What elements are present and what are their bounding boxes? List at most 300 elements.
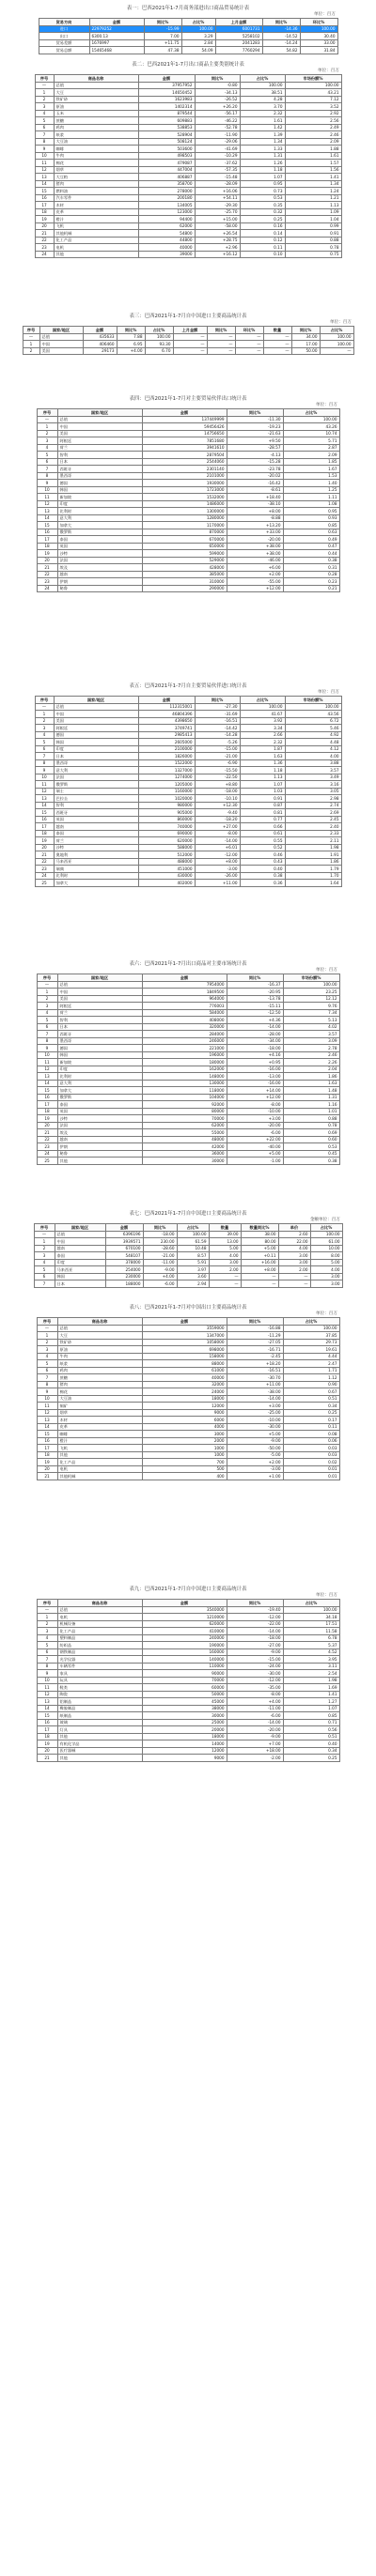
table-cell: 11.58 <box>283 1628 339 1635</box>
table-row <box>35 753 341 760</box>
table-cell: 358700 <box>138 180 195 188</box>
table-cell: 10 <box>37 1395 57 1403</box>
table-cell: 智利 <box>54 802 138 809</box>
table-cell: 7 <box>37 1031 57 1038</box>
table-cell: 70000 <box>142 1115 227 1123</box>
table-cell: 12 <box>35 166 54 174</box>
table-cell: 11 <box>37 494 57 501</box>
table-cell: -15.11 <box>227 1003 283 1010</box>
table-row <box>37 1614 339 1621</box>
table-cell: 1160000 <box>138 788 195 795</box>
table-cell: 西班牙 <box>54 809 138 817</box>
table-cell: +12.00 <box>227 585 283 592</box>
table-cell: 6 <box>37 1367 57 1374</box>
table-row <box>37 1403 339 1410</box>
table-cell: 2 <box>37 1339 57 1346</box>
table-cell: 488000 <box>138 858 195 866</box>
table-cell: 橙汁 <box>54 216 138 223</box>
table-cell: 100.00 <box>283 981 339 989</box>
table-cell: 15 <box>35 809 54 817</box>
column-header: 同比% <box>291 327 320 334</box>
table-row <box>37 1698 339 1706</box>
table-cell: 18000 <box>142 1733 227 1740</box>
table-cell: 4 <box>37 1009 57 1017</box>
table-cell: 1.98 <box>285 844 341 851</box>
table-cell: 4.52 <box>283 1648 339 1656</box>
unit-label: 单位：百万 <box>316 403 337 407</box>
table-cell: 车辆零件 <box>57 1663 142 1670</box>
table-cell: 12 <box>37 1066 57 1073</box>
table-cell: 蔗糖 <box>54 117 138 125</box>
unit-label: 单位：百万 <box>318 690 339 695</box>
table-cell: 1.21 <box>285 194 341 202</box>
table-row <box>35 208 341 216</box>
column-header: 数量同比% <box>241 1224 278 1232</box>
table-cell: 7.88 <box>117 333 145 341</box>
table-row <box>35 731 341 739</box>
table-cell: 30000 <box>142 1158 227 1165</box>
table-cell: 0.60 <box>283 1136 339 1143</box>
table-row <box>23 333 353 341</box>
table-cell: 0.56 <box>283 1726 339 1734</box>
table-cell: 4.00 <box>310 1266 342 1274</box>
column-header: 金额 <box>89 19 144 26</box>
table-cell: 4.44 <box>283 1353 339 1360</box>
table-cell: 100.00 <box>177 1231 209 1238</box>
table-row <box>37 1059 339 1066</box>
table-cell: +2.00 <box>227 571 283 578</box>
table-cell: 2.56 <box>285 117 341 125</box>
table-cell: 光学仪器 <box>57 1656 142 1664</box>
table-row <box>37 1747 339 1755</box>
table-cell: 12 <box>37 1409 57 1417</box>
table-cell: 447004 <box>138 166 195 174</box>
table-cell: -46.22 <box>195 117 240 125</box>
table-cell: +9.50 <box>227 437 283 445</box>
table-cell: 3.97 <box>177 1266 209 1274</box>
table-cell: 1930000 <box>142 480 227 487</box>
table-cell: 新加坡 <box>57 1059 142 1066</box>
table-row <box>37 1606 339 1614</box>
table-cell: 100.00 <box>310 1231 342 1238</box>
table-cell: 20 <box>37 1465 57 1473</box>
table-cell: 0.16 <box>240 222 285 230</box>
table-row <box>37 1733 339 1740</box>
table-cell: -6.00 <box>143 1280 177 1288</box>
table-row <box>37 1409 339 1417</box>
table-cell: -25.00 <box>227 1409 283 1417</box>
table-cell: 秘鲁 <box>57 1150 142 1158</box>
table-cell: +6.01 <box>195 844 240 851</box>
table-cell: -19.40 <box>227 1606 283 1614</box>
table-cell: 1 <box>37 1332 57 1340</box>
table-cell: -2.45 <box>227 1353 283 1360</box>
table-cell: 美国 <box>57 995 142 1003</box>
table-cell: 意大利 <box>54 767 138 774</box>
table-cell: -3.00 <box>227 1465 283 1473</box>
table-cell: 12 <box>37 500 57 508</box>
table-cell: — <box>37 416 57 423</box>
table-cell: 100.00 <box>283 416 339 423</box>
table-cell: 3.92 <box>240 717 285 725</box>
table-cell: 30.40 <box>300 33 337 40</box>
table-cell: 5.91 <box>177 1259 209 1266</box>
table-cell: — <box>207 333 235 341</box>
table-cell: 33.00 <box>300 39 337 47</box>
table-row <box>37 437 339 445</box>
table-cell: 19 <box>35 837 54 845</box>
table-row <box>37 1648 339 1656</box>
table-cell: 39.00 <box>209 1231 241 1238</box>
table-cell: 纺织品 <box>57 1642 142 1649</box>
table-cell: -34.13 <box>195 89 240 97</box>
table-cell: 原油 <box>54 103 138 111</box>
table-cell: 18 <box>35 830 54 837</box>
table-cell: +12.30 <box>195 802 240 809</box>
table-cell: 棉花 <box>57 1388 142 1396</box>
table-cell: 中国 <box>57 423 142 431</box>
table-cell: 905000 <box>138 809 195 817</box>
table-cell: -14.00 <box>227 1628 283 1635</box>
table-cell: -25.70 <box>195 208 240 216</box>
table-cell: 4 <box>37 444 57 452</box>
table-cell: 700 <box>142 1459 227 1466</box>
table-cell: 1274000 <box>138 774 195 781</box>
table-row <box>35 124 341 131</box>
column-header: 单价 <box>278 1224 310 1232</box>
table-cell: 2.00 <box>209 1266 241 1274</box>
table-cell: 1300000 <box>142 508 227 515</box>
table-cell: — <box>209 1280 241 1288</box>
table-cell: +18.40 <box>227 494 283 501</box>
table-row <box>35 851 341 859</box>
table-cell: 0.52 <box>240 844 285 851</box>
table-cell: 11 <box>35 160 54 167</box>
table-row <box>39 25 337 33</box>
table-cell: 1.69 <box>283 1684 339 1692</box>
table-cell: 100.00 <box>300 25 337 33</box>
table-cell: 韩国 <box>54 739 138 746</box>
table-cell: 意大利 <box>57 1080 142 1087</box>
table-cell: 中国 <box>54 711 138 718</box>
table-cell: +8.00 <box>227 508 283 515</box>
table-cell: -13.00 <box>227 1073 283 1081</box>
table-cell: 1327000 <box>138 767 195 774</box>
table-row <box>37 585 339 592</box>
table-cell: 烟草 <box>54 166 138 174</box>
table-cell: 加拿大 <box>57 522 142 529</box>
table-cell: 20 <box>35 222 54 230</box>
table-cell: -50.00 <box>227 1445 283 1452</box>
table-cell: 3 <box>37 1346 57 1354</box>
table-cell: 20 <box>35 844 54 851</box>
table-cell: 14 <box>37 1080 57 1087</box>
table-row <box>37 1017 339 1024</box>
table-row <box>35 830 341 837</box>
table-cell: 31.84 <box>300 47 337 54</box>
table-cell: 162000 <box>142 1066 227 1073</box>
table-cell: 428000 <box>142 564 227 572</box>
table-cell: 190000 <box>142 1642 227 1649</box>
table-cell: 0.63 <box>283 529 339 536</box>
table-cell: 沙特 <box>57 1115 142 1123</box>
table-cell: 1020000 <box>138 795 195 803</box>
table-cell: -20.00 <box>227 1122 283 1129</box>
table-cell: 1.18 <box>240 166 285 174</box>
table-cell: 2.11 <box>285 837 341 845</box>
table-row <box>37 1726 339 1734</box>
table-row <box>37 466 339 473</box>
table-cell: 24 <box>37 1150 57 1158</box>
unit-label: 单位：百万 <box>314 12 336 17</box>
table-cell: 皮革 <box>54 208 138 216</box>
table-cell: — <box>35 703 54 711</box>
table-cell: 化工产品 <box>57 1459 142 1466</box>
table-cell: -6.00 <box>227 1712 283 1720</box>
table-cell: 1 <box>37 989 57 996</box>
table-cell: 22 <box>37 571 57 578</box>
table-cell: 蔗糖 <box>57 1374 142 1382</box>
table-cell: 137449999 <box>142 416 227 423</box>
table-cell: -11.30 <box>227 416 283 423</box>
table-row <box>35 809 341 817</box>
table-cell: — <box>241 1273 278 1280</box>
column-header: 同比% <box>195 75 240 83</box>
table-row <box>37 1374 339 1382</box>
table-cell: 总值 <box>57 981 142 989</box>
table-row <box>37 1346 339 1354</box>
column-header: 同比% <box>207 327 235 334</box>
table-cell: 韩国 <box>57 486 142 494</box>
table-cell: 智利 <box>57 1017 142 1024</box>
table-cell: 埃及 <box>57 564 142 572</box>
table-cell: 2.33 <box>285 830 341 837</box>
table-cell: 90000 <box>142 1670 227 1678</box>
table-cell: -10.00 <box>227 1417 283 1424</box>
table-cell: 0.51 <box>283 1395 339 1403</box>
table-cell: 1.24 <box>285 188 341 195</box>
table-cell: 0.11 <box>283 1423 339 1431</box>
table-row <box>37 550 339 558</box>
table-cell: 其他 <box>57 1755 142 1762</box>
table-cell: 14 <box>37 1705 57 1712</box>
column-header: 贸易方向 <box>39 19 89 26</box>
table-cell: 1.48 <box>283 1087 339 1095</box>
table-row <box>37 1677 339 1684</box>
table-cell: 16 <box>35 816 54 823</box>
table-cell: 4398650 <box>138 717 195 725</box>
table-cell: 320000 <box>142 1023 227 1031</box>
table-cell: 18 <box>37 1451 57 1459</box>
table-cell: 0.03 <box>283 1451 339 1459</box>
table-cell: 879544 <box>138 110 195 117</box>
column-header: 占比% <box>320 327 353 334</box>
table-cell: -11.00 <box>227 1705 283 1712</box>
table-cell: 100.00 <box>285 703 341 711</box>
table-cell: -11.90 <box>195 131 240 139</box>
table-cell: 咖啡 <box>57 1431 142 1438</box>
column-header: 国家/地区 <box>57 409 142 417</box>
table-cell: 538853 <box>138 124 195 131</box>
table-cell: 0.91 <box>285 230 341 238</box>
table-cell: -9.00 <box>143 1266 177 1274</box>
table-cell: 15 <box>37 1431 57 1438</box>
table-cell: 总值 <box>55 1231 105 1238</box>
table-cell: 0.28 <box>283 571 339 578</box>
table-cell: 5 <box>37 452 57 459</box>
table-cell: 0.36 <box>240 880 285 887</box>
table-cell: 609883 <box>138 117 195 125</box>
table-cell: -12.00 <box>195 851 240 859</box>
table-cell: 6 <box>35 745 54 753</box>
table-row <box>37 1445 339 1452</box>
table-cell: 15 <box>37 522 57 529</box>
table-cell: 45000 <box>142 1698 227 1706</box>
table-row <box>35 166 341 174</box>
table-row <box>37 1670 339 1678</box>
column-header: 序号 <box>34 1224 55 1232</box>
table-cell: 130000 <box>142 1080 227 1087</box>
table-cell: 牛肉 <box>57 1353 142 1360</box>
table-cell: 41.67 <box>240 711 285 718</box>
table-cell: 0.87 <box>240 802 285 809</box>
table-cell: 1486000 <box>142 500 227 508</box>
table-cell: 402000 <box>138 880 195 887</box>
table-row <box>37 1423 339 1431</box>
table-cell: +5.00 <box>227 1431 283 1438</box>
table-cell: 有机化学品 <box>57 1740 142 1748</box>
table-cell: 2.46 <box>285 131 341 139</box>
table-cell: 20 <box>37 557 57 564</box>
table-row <box>37 1101 339 1109</box>
table-cell: -16.51 <box>227 1367 283 1374</box>
table-cell: 0.81 <box>240 809 285 817</box>
table-cell: 1.01 <box>283 1108 339 1115</box>
table-cell: 8 <box>35 759 54 767</box>
table-cell: 2 <box>35 96 54 103</box>
table-row <box>37 1087 339 1095</box>
column-header: 序号 <box>37 409 57 417</box>
table-cell: 埃及 <box>57 1129 142 1137</box>
table-cell: — <box>278 1273 310 1280</box>
table-cell: 日本 <box>57 458 142 466</box>
table-cell: 18 <box>35 208 54 216</box>
table-cell: 0.11 <box>240 244 285 252</box>
table-cell: 1.98 <box>283 1677 339 1684</box>
table-cell: 3.60 <box>177 1273 209 1280</box>
table-cell: 3941610 <box>142 444 227 452</box>
table-cell: 246000 <box>142 1037 227 1045</box>
table-cell: +33.00 <box>227 529 283 536</box>
table-cell: 1532000 <box>142 494 227 501</box>
table-cell: 中国 <box>57 989 142 996</box>
table-row <box>35 131 341 139</box>
table-cell: 15 <box>37 1712 57 1720</box>
table-cell: 1.87 <box>240 745 285 753</box>
table-cell: 0.10 <box>240 251 285 258</box>
table-cell: 1849500 <box>142 989 227 996</box>
table-cell: -23.78 <box>227 466 283 473</box>
table-cell: 7760294 <box>215 47 262 54</box>
table-cell: 2.94 <box>177 1280 209 1288</box>
column-header: 同比% <box>227 974 283 982</box>
table-cell: 9 <box>35 767 54 774</box>
table-cell: -12.50 <box>227 1009 283 1017</box>
table-cell: 德国 <box>57 1045 142 1052</box>
table-cell: 0.90 <box>283 1381 339 1388</box>
table-cell: 1.07 <box>240 781 285 789</box>
table-cell: 1.42 <box>240 124 285 131</box>
table-cell: +3.00 <box>227 1403 283 1410</box>
table-cell: -12.00 <box>227 1614 283 1621</box>
table-cell: 21 <box>35 851 54 859</box>
table-cell: 180000 <box>142 1059 227 1066</box>
table-row <box>37 989 339 996</box>
table-cell: 贸易差额 <box>39 39 89 47</box>
table-cell: 8 <box>37 1381 57 1388</box>
table-cell: +54.11 <box>195 194 240 202</box>
table-row <box>37 1108 339 1115</box>
table-cell: 0.95 <box>240 180 285 188</box>
table-row <box>37 508 339 515</box>
header-row <box>35 75 341 83</box>
table-cell: 9 <box>37 480 57 487</box>
table-cell: -9.00 <box>227 1437 283 1445</box>
table-cell: — <box>263 347 291 355</box>
table-cell: 0.21 <box>283 585 339 592</box>
table-cell: -18.00 <box>227 1045 283 1052</box>
table-row <box>37 564 339 572</box>
table-cell: -27.00 <box>227 1642 283 1649</box>
table-cell: 0.53 <box>240 194 285 202</box>
table-cell: 2 <box>37 430 57 437</box>
table-row <box>37 1003 339 1010</box>
table-cell: 1.25 <box>283 486 339 494</box>
table-cell: 2.45 <box>285 816 341 823</box>
header-row <box>39 19 337 26</box>
table-cell: -16.71 <box>227 1346 283 1354</box>
table-row <box>35 230 341 238</box>
column-header: 商品名称 <box>57 1318 142 1326</box>
table-cell: 1.67 <box>283 466 339 473</box>
table-cell: 10.00 <box>310 1245 342 1252</box>
table-cell: 沙特 <box>57 550 142 558</box>
table-cell: 3.09 <box>283 1037 339 1045</box>
table-cell: — <box>37 1606 57 1614</box>
table-cell: 大豆油 <box>54 138 138 146</box>
column-header: 序号 <box>35 75 54 83</box>
table-cell: 15 <box>35 188 54 195</box>
table-cell: 5 <box>37 1360 57 1368</box>
table-cell: 3939571 <box>105 1238 143 1246</box>
table-cell: 221000 <box>142 1045 227 1052</box>
table-cell: 13 <box>35 795 54 803</box>
column-header: 市场份额% <box>285 697 341 704</box>
table-cell: 196000 <box>142 1051 227 1059</box>
table-cell: -56.17 <box>195 110 240 117</box>
table-cell: 印度 <box>57 1066 142 1073</box>
table-cell: +8.80 <box>195 781 240 789</box>
table-cell: 200180 <box>138 194 195 202</box>
table-cell: 5 <box>37 1642 57 1649</box>
table-cell: -8.88 <box>227 514 283 522</box>
table-cell: 1.41 <box>283 1691 339 1698</box>
table-cell: 1.41 <box>285 174 341 181</box>
table-cell: 385000 <box>142 571 227 578</box>
table-cell: 1.61 <box>285 152 341 160</box>
column-header: 金额 <box>138 75 195 83</box>
table-cell: +13.20 <box>227 522 283 529</box>
